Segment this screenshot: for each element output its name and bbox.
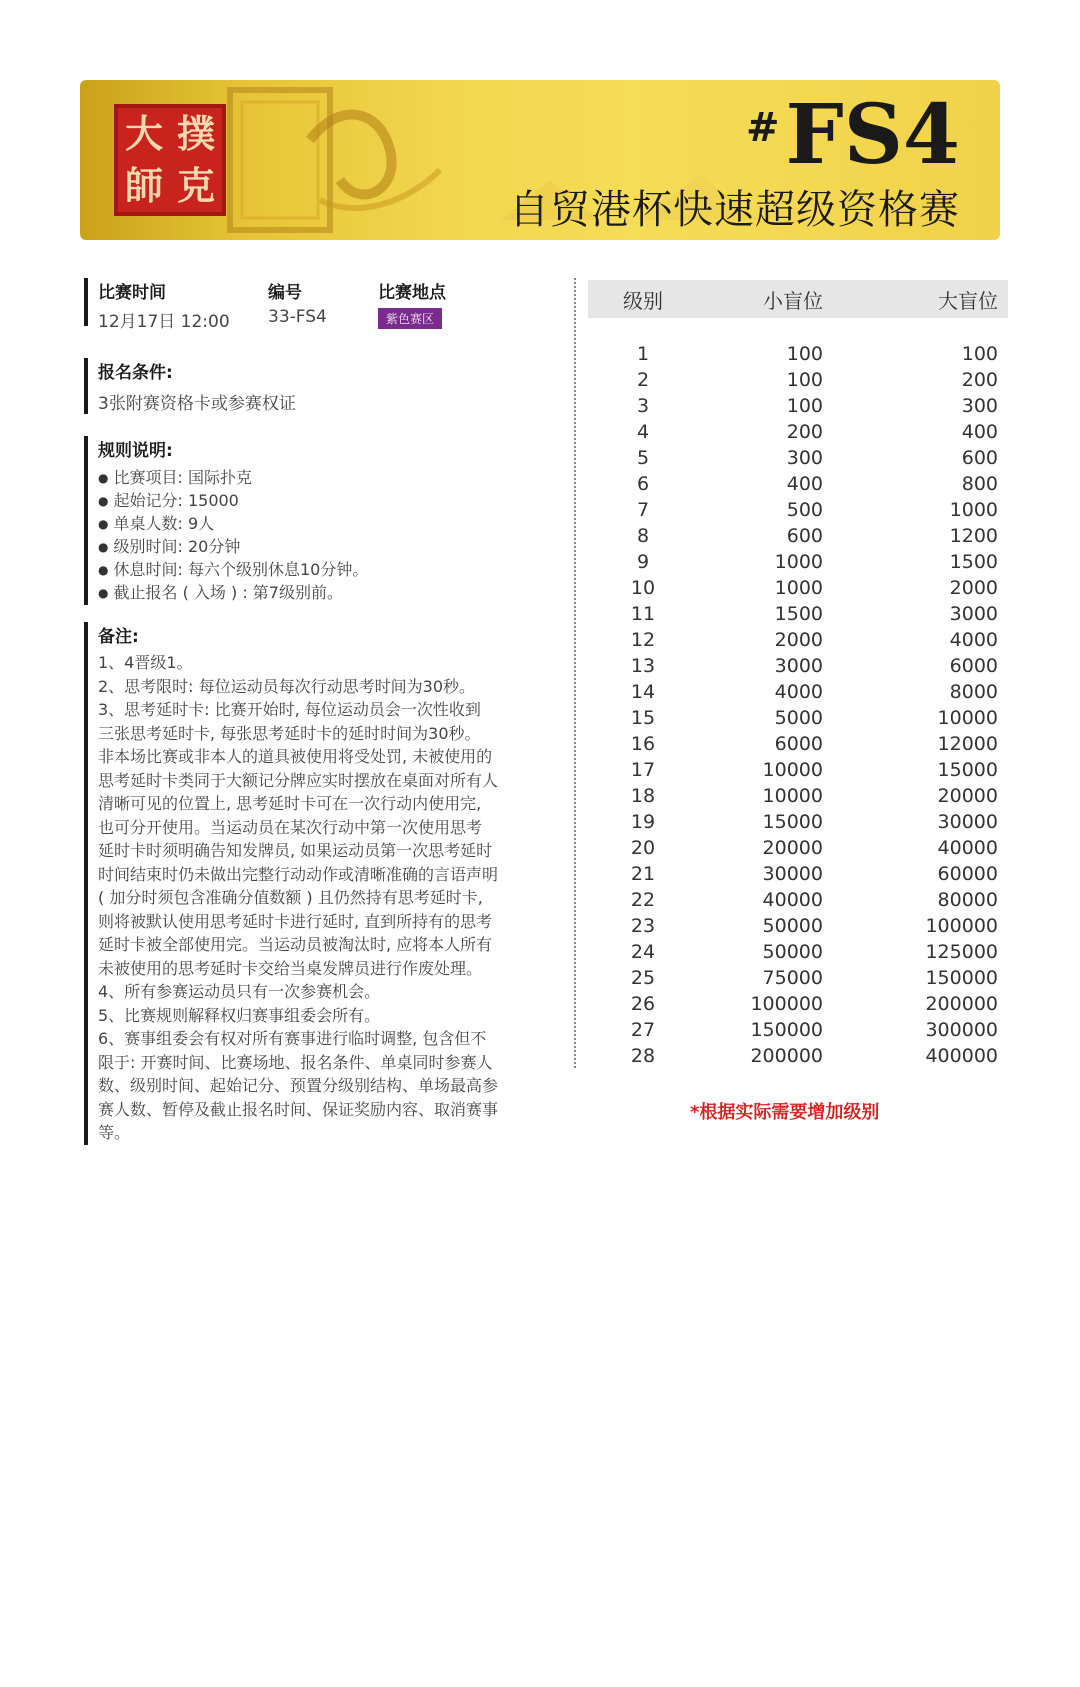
note-line: 也可分开使用。当运动员在某次行动中第一次使用思考 (98, 817, 483, 837)
table-row (588, 783, 1008, 809)
small-blind-cell: 500 (786, 499, 823, 521)
big-blind-cell: 2000 (949, 577, 998, 599)
level-cell: 28 (630, 1045, 656, 1067)
seal-char: 克 (176, 163, 215, 208)
level-cell: 22 (630, 889, 656, 911)
level-cell: 5 (636, 447, 650, 469)
rule-item: ● 级别时间: 20分钟 (98, 536, 558, 559)
table-row (588, 679, 1008, 705)
small-blind-cell: 40000 (762, 889, 823, 911)
small-blind-cell: 50000 (762, 941, 823, 963)
small-blind-cell: 100 (786, 395, 823, 417)
level-cell: 13 (630, 655, 656, 677)
table-row (588, 523, 1008, 549)
table-row (588, 887, 1008, 913)
small-blind-cell: 1000 (774, 551, 823, 573)
big-blind-cell: 600 (961, 447, 998, 469)
small-blind-cell: 150000 (750, 1019, 823, 1041)
table-row (588, 991, 1008, 1017)
level-cell: 14 (630, 681, 656, 703)
table-row (588, 705, 1008, 731)
big-blind-cell: 1200 (949, 525, 998, 547)
note-line: 清晰可见的位置上, 思考延时卡可在一次行动内使用完, (98, 794, 482, 813)
small-blind-cell: 200 (786, 421, 823, 443)
table-row (588, 341, 1008, 367)
level-cell: 20 (630, 837, 656, 859)
note-line: 数、级别时间、起始记分、预置分级别结构、单场最高参 (98, 1076, 499, 1095)
note-line: 3、思考延时卡: 比赛开始时, 每位运动员会一次性收到 (98, 700, 481, 719)
level-cell: 1 (636, 343, 650, 365)
table-row (588, 419, 1008, 445)
small-blind-cell: 100 (786, 343, 823, 365)
table-row (588, 809, 1008, 835)
level-cell: 26 (630, 993, 656, 1015)
event-code (745, 87, 960, 183)
table-row (588, 939, 1008, 965)
big-blind-cell: 1000 (949, 499, 998, 521)
small-blind-cell: 2000 (774, 629, 823, 651)
big-blind-cell: 20000 (937, 785, 998, 807)
big-blind-cell: 300 (961, 395, 998, 417)
registration-section (84, 358, 558, 414)
table-row (588, 653, 1008, 679)
small-blind-cell: 10000 (762, 785, 823, 807)
note-line: 非本场比赛或非本人的道具被使用将受处罚, 未被使用的 (98, 747, 493, 766)
blinds-footnote: *根据实际需要增加级别 (690, 1102, 880, 1123)
small-blind-cell: 15000 (762, 811, 823, 833)
big-blind-cell: 40000 (937, 837, 998, 859)
table-row (588, 367, 1008, 393)
big-blind-cell: 300000 (925, 1019, 998, 1041)
level-cell: 19 (630, 811, 656, 833)
rule-item: ● 起始记分: 15000 (98, 490, 558, 513)
big-blind-cell: 100 (961, 343, 998, 365)
note-line: 等。 (98, 1123, 131, 1142)
note-line: 三张思考延时卡, 每张思考延时卡的延时时间为30秒。 (98, 723, 481, 743)
big-blind-cell: 60000 (937, 863, 998, 885)
header-small-blind: 小盲位 (763, 288, 823, 313)
level-cell: 6 (636, 473, 650, 495)
event-title: 自贸港杯快速超级资格赛 (509, 187, 960, 233)
seal-char: 大 (124, 111, 163, 156)
big-blind-cell: 4000 (949, 629, 998, 651)
id-value: 33-FS4 (268, 307, 327, 327)
rules-list (98, 467, 558, 605)
brand-seal-logo (114, 104, 226, 216)
big-blind-cell: 150000 (925, 967, 998, 989)
hash-mark: # (745, 104, 780, 151)
level-cell: 12 (630, 629, 656, 651)
note-line: 赛人数、暂停及截止报名时间、保证奖励内容、取消赛事 (98, 1099, 499, 1119)
big-blind-cell: 3000 (949, 603, 998, 625)
time-info (98, 278, 230, 332)
note-line: 1、4晋级1。 (98, 653, 193, 672)
notes-section (84, 622, 558, 1145)
small-blind-cell: 10000 (762, 759, 823, 781)
big-blind-cell: 10000 (937, 707, 998, 729)
header-level: 级别 (623, 288, 663, 313)
small-blind-cell: 200000 (750, 1045, 823, 1067)
seal-char: 撲 (176, 111, 215, 156)
note-line: 2、思考限时: 每位运动员每次行动思考时间为30秒。 (98, 676, 476, 696)
rule-item: ● 单桌人数: 9人 (98, 513, 558, 536)
column-divider (574, 278, 576, 1068)
blinds-table-header (588, 280, 1008, 318)
header-banner (80, 80, 1000, 240)
note-line: 延时卡时须明确告知发牌员, 如果运动员第一次思考延时 (98, 841, 493, 860)
table-row (588, 1043, 1008, 1069)
rule-item: ● 休息时间: 每六个级别休息10分钟。 (98, 559, 558, 582)
small-blind-cell: 1500 (774, 603, 823, 625)
note-line: ( 加分时须包含准确分值数额 ) 且仍然持有思考延时卡, (98, 888, 483, 907)
note-line: 时间结束时仍未做出完整行动动作或清晰准确的言语声明 (98, 864, 499, 884)
id-info (268, 278, 327, 327)
table-row (588, 757, 1008, 783)
big-blind-cell: 200 (961, 369, 998, 391)
level-cell: 15 (630, 707, 656, 729)
level-cell: 18 (630, 785, 656, 807)
header-big-blind: 大盲位 (938, 288, 998, 313)
level-cell: 25 (630, 967, 656, 989)
level-cell: 2 (636, 369, 650, 391)
big-blind-cell: 800 (961, 473, 998, 495)
level-cell: 27 (630, 1019, 656, 1041)
table-row (588, 601, 1008, 627)
small-blind-cell: 30000 (762, 863, 823, 885)
small-blind-cell: 400 (786, 473, 823, 495)
table-row (588, 731, 1008, 757)
level-cell: 23 (630, 915, 656, 937)
small-blind-cell: 3000 (774, 655, 823, 677)
big-blind-cell: 400 (961, 421, 998, 443)
time-label: 比赛时间 (98, 283, 166, 303)
small-blind-cell: 4000 (774, 681, 823, 703)
rules-section (84, 436, 558, 605)
note-line: 延时卡被全部使用完。当运动员被淘汰时, 应将本人所有 (98, 935, 493, 954)
level-cell: 3 (636, 395, 650, 417)
table-row (588, 393, 1008, 419)
id-label: 编号 (268, 283, 302, 303)
small-blind-cell: 1000 (774, 577, 823, 599)
small-blind-cell: 600 (786, 525, 823, 547)
small-blind-cell: 100 (786, 369, 823, 391)
big-blind-cell: 200000 (925, 993, 998, 1015)
big-blind-cell: 100000 (925, 915, 998, 937)
table-row (588, 913, 1008, 939)
note-line: 未被使用的思考延时卡交给当桌发牌员进行作废处理。 (98, 958, 483, 978)
note-line: 6、赛事组委会有权对所有赛事进行临时调整, 包含但不 (98, 1029, 487, 1048)
table-row (588, 1017, 1008, 1043)
big-blind-cell: 30000 (937, 811, 998, 833)
registration-label: 报名条件: (98, 363, 173, 383)
small-blind-cell: 20000 (762, 837, 823, 859)
note-line: 5、比赛规则解释权归赛事组委会所有。 (98, 1005, 381, 1025)
table-row (588, 497, 1008, 523)
level-cell: 17 (630, 759, 656, 781)
level-cell: 24 (630, 941, 656, 963)
big-blind-cell: 1500 (949, 551, 998, 573)
big-blind-cell: 6000 (949, 655, 998, 677)
table-row (588, 861, 1008, 887)
level-cell: 21 (630, 863, 656, 885)
small-blind-cell: 50000 (762, 915, 823, 937)
rules-label: 规则说明: (98, 441, 173, 461)
table-row (588, 471, 1008, 497)
note-line: 则将被默认使用思考延时卡进行延时, 直到所持有的思考 (98, 911, 493, 931)
level-cell: 8 (636, 525, 650, 547)
small-blind-cell: 5000 (774, 707, 823, 729)
level-cell: 16 (630, 733, 656, 755)
table-row (588, 445, 1008, 471)
notes-label: 备注: (98, 627, 139, 647)
level-cell: 7 (636, 499, 650, 521)
big-blind-cell: 80000 (937, 889, 998, 911)
table-row (588, 627, 1008, 653)
level-cell: 9 (636, 551, 650, 573)
venue-label: 比赛地点 (378, 283, 446, 303)
level-cell: 4 (636, 421, 650, 443)
level-cell: 10 (630, 577, 656, 599)
table-row (588, 575, 1008, 601)
big-blind-cell: 125000 (925, 941, 998, 963)
small-blind-cell: 75000 (762, 967, 823, 989)
note-line: 限于: 开赛时间、比赛场地、报名条件、单桌同时参赛人 (98, 1052, 493, 1072)
table-row (588, 835, 1008, 861)
registration-value: 3张附赛资格卡或参赛权证 (98, 394, 296, 414)
big-blind-cell: 15000 (937, 759, 998, 781)
seal-char: 師 (124, 163, 163, 208)
small-blind-cell: 100000 (750, 993, 823, 1015)
small-blind-cell: 300 (786, 447, 823, 469)
big-blind-cell: 400000 (925, 1045, 998, 1067)
event-info (84, 278, 578, 332)
venue-info (378, 278, 446, 329)
table-row (588, 965, 1008, 991)
small-blind-cell: 6000 (774, 733, 823, 755)
time-value: 12月17日 12:00 (98, 312, 230, 332)
level-cell: 11 (630, 603, 656, 625)
venue-badge: 紫色赛区 (378, 308, 442, 329)
rule-item: ● 截止报名 ( 入场 ) : 第7级别前。 (98, 582, 558, 605)
big-blind-cell: 12000 (937, 733, 998, 755)
blinds-table-body (588, 341, 1008, 1069)
event-code-text: FS4 (785, 87, 960, 183)
note-line: 4、所有参赛运动员只有一次参赛机会。 (98, 982, 381, 1001)
table-row (588, 549, 1008, 575)
note-line: 思考延时卡类同于大额记分牌应实时摆放在桌面对所有人 (98, 770, 499, 790)
big-blind-cell: 8000 (949, 681, 998, 703)
rule-item: ● 比赛项目: 国际扑克 (98, 467, 558, 490)
